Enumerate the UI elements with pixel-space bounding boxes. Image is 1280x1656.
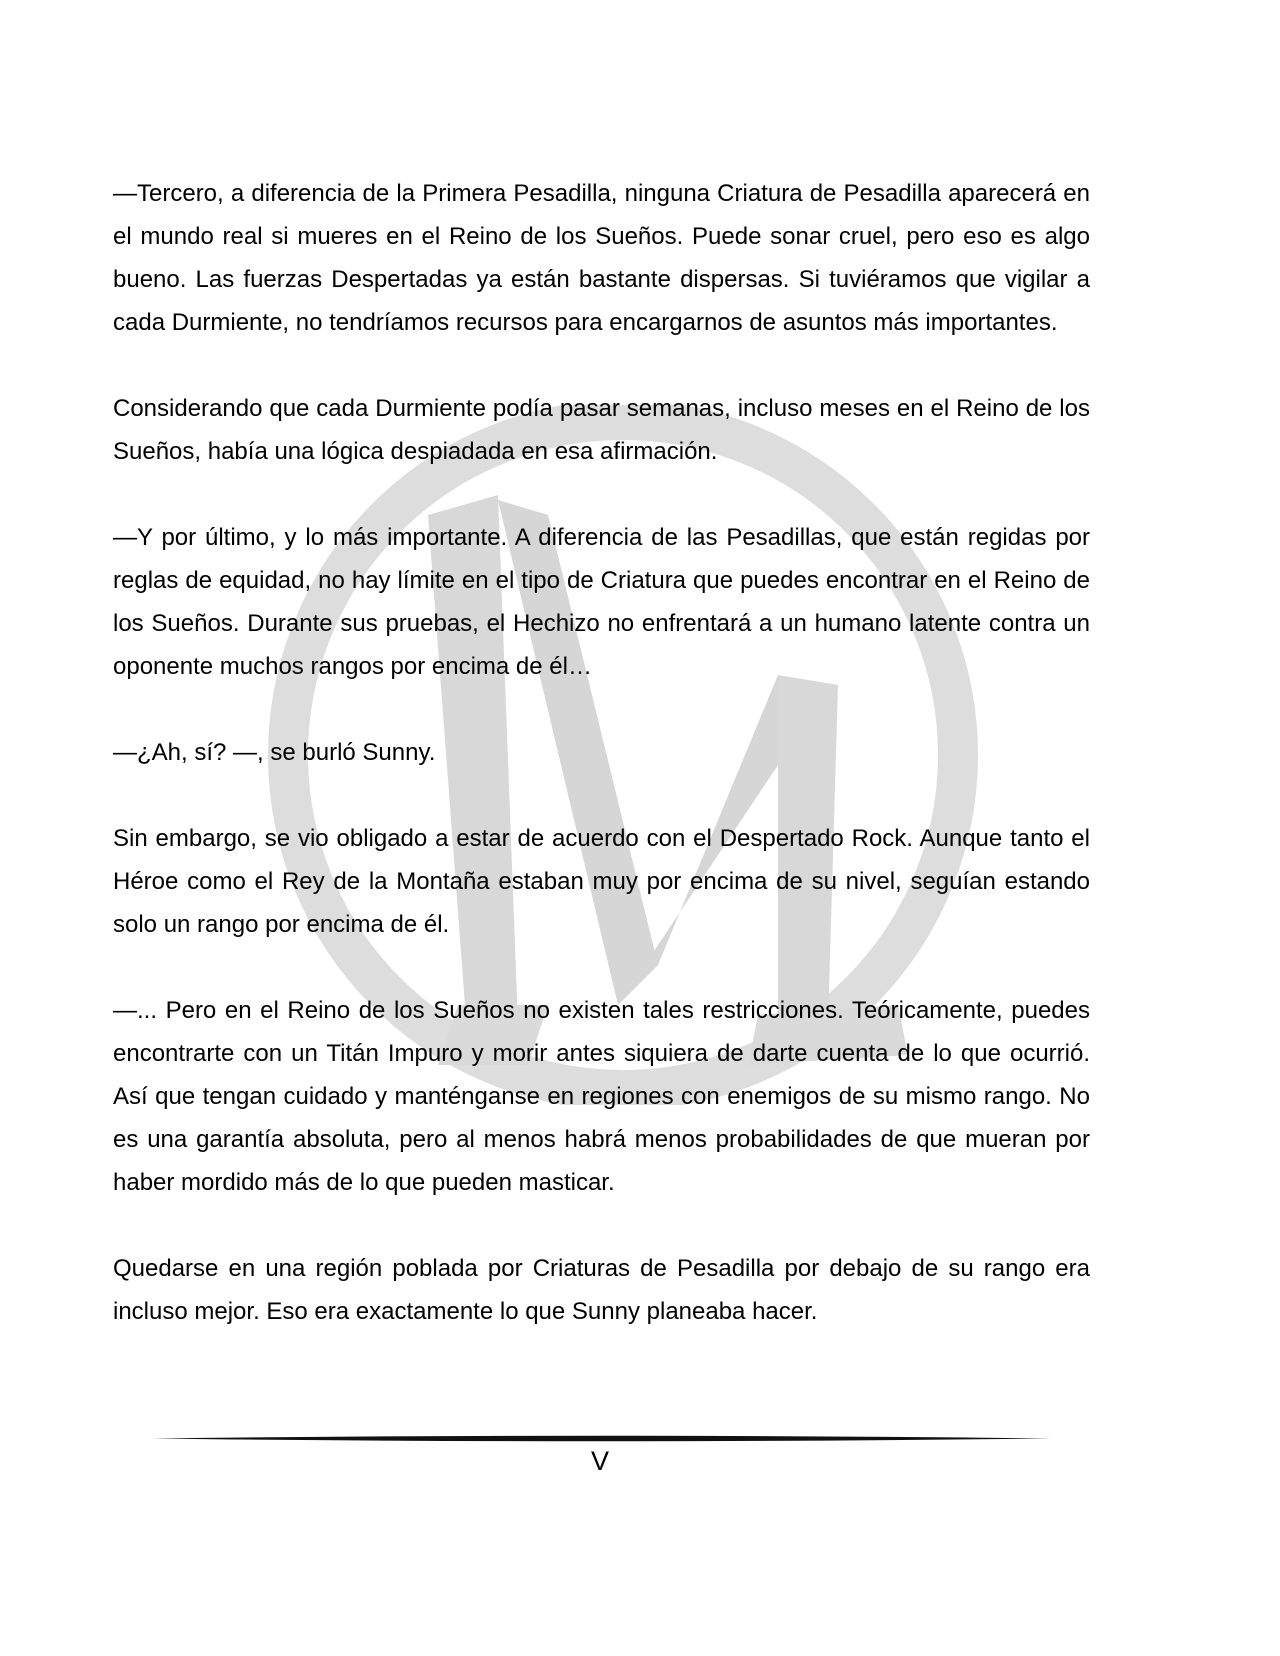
paragraph-6: —... Pero en el Reino de los Sueños no existen tales restricciones. Teóricamente, puedes encontrarte con un Titán Impuro y morir antes siquiera de darte cuenta de lo que ocurrió. Así que tengan cuidado y manténganse en regiones con enemigos de su mismo rango. No es una garantía absoluta, pero al menos habrá menos probabilidades de que mueran por haber mordido más de lo que pueden masticar.	[113, 997, 1090, 1196]
paragraph-1: —Tercero, a diferencia de la Primera Pesadilla, ninguna Criatura de Pesadilla aparecerá en el mundo real si mueres en el Reino de los Sueños. Puede sonar cruel, pero eso es algo bueno. Las fuerzas Despertadas ya están bastante dispersas. Si tuviéramos que vigilar a cada Durmiente, no tendríamos recursos para encargarnos de asuntos más importantes.	[113, 180, 1090, 336]
paragraph-2: Considerando que cada Durmiente podía pasar semanas, incluso meses en el Reino de los Sueños, había una lógica despiadada en esa afirmación.	[113, 395, 1090, 465]
paragraph-5: Sin embargo, se vio obligado a estar de acuerdo con el Despertado Rock. Aunque tanto el Héroe como el Rey de la Montaña estaban muy por encima de su nivel, seguían estando solo un rango por encima de él.	[113, 825, 1090, 938]
page-body	[113, 172, 1090, 1333]
paragraph-7: Quedarse en una región poblada por Criaturas de Pesadilla por debajo de su rango era incluso mejor. Eso era exactamente lo que Sunny planeaba hacer.	[113, 1255, 1090, 1325]
paragraph-3: —Y por último, y lo más importante. A diferencia de las Pesadillas, que están regidas por reglas de equidad, no hay límite en el tipo de Criatura que puedes encontrar en el Reino de los Sueños. Durante sus pruebas, el Hechizo no enfrentará a un humano latente contra un oponente muchos rangos por encima de él…	[113, 524, 1090, 680]
paragraph-4: —¿Ah, sí? —, se burló Sunny.	[113, 739, 436, 766]
footer-divider	[153, 1434, 1051, 1443]
page-number: V	[590, 1446, 609, 1476]
